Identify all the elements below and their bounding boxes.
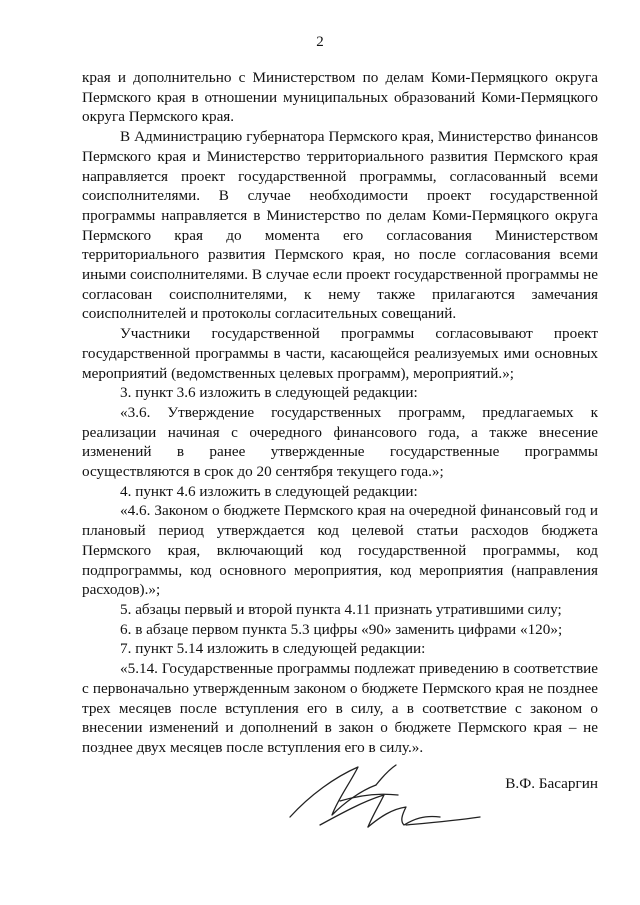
document-body (82, 68, 598, 758)
paragraph: 7. пункт 5.14 изложить в следующей редакции: (120, 640, 426, 658)
paragraph: 4. пункт 4.6 изложить в следующей редакции: (120, 482, 418, 500)
paragraph: 5. абзацы первый и второй пункта 4.11 признать утратившими силу; (120, 600, 562, 618)
paragraph: края и дополнительно с Министерством по делам Коми-Пермяцкого округа Пермского края в отношении муниципальных образований Коми-Пермяцкого округа Пермского края. (82, 69, 598, 126)
paragraph: «5.14. Государственные программы подлежат приведению в соответствие с первоначально утвержденным законом о бюджете Пермского края не позднее трех месяцев после вступления его в силу, а в соответствие с законом о внесении изменений и дополнений в закон о бюджете Пермского края – не позднее двух месяцев после вступления его в силу.». (82, 660, 598, 756)
handwritten-signature (280, 755, 500, 845)
page-number: 2 (316, 34, 324, 50)
paragraph: «3.6. Утверждение государственных программ, предлагаемых к реализации начиная с очередного финансового года, а также внесение изменений в ранее утвержденные государственные программы осуществляются в срок до 20 сентября текущего года.»; (82, 403, 598, 481)
paragraph: 3. пункт 3.6 изложить в следующей редакции: (120, 384, 418, 402)
paragraph: В Администрацию губернатора Пермского края, Министерство финансов Пермского края и Министерство территориального развития Пермского края направляется проект государственной программы, согласованный всеми соисполнителями. В случае необходимости проект государственной программы направляется в Министерство по делам Коми-Пермяцкого округа Пермского края до момента его согласования Министерством территориального развития Пермского края, но после согласования всеми иными соисполнителями. В случае если проект государственной программы не согласован соисполнителями, к нему также прилагаются замечания соисполнителей и протоколы согласительных совещаний. (82, 128, 598, 323)
paragraph: Участники государственной программы согласовывают проект государственной программы в части, касающейся реализуемых ими основных мероприятий (ведомственных целевых программ), мероприятий.»; (82, 325, 598, 382)
paragraph: 6. в абзаце первом пункта 5.3 цифры «90» заменить цифрами «120»; (120, 620, 563, 638)
signatory-name: В.Ф. Басаргин (505, 775, 598, 792)
paragraph: «4.6. Законом о бюджете Пермского края на очередной финансовый год и плановый период утверждается код целевой статьи расходов бюджета Пермского края, включающий код государственной программы, код подпрограммы, код основного мероприятия, код мероприятия (направления расходов).»; (82, 502, 598, 599)
signature-block (250, 755, 598, 845)
